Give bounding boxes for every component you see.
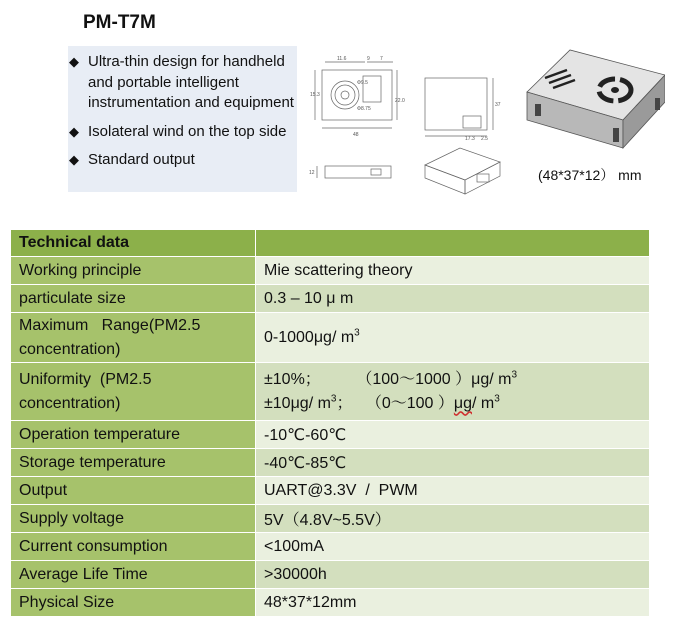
spec-key: Average Life Time: [11, 561, 256, 589]
feature-list: [68, 46, 297, 192]
spec-value: 0.3 – 10 μ m: [256, 285, 650, 313]
spec-value-text: ±10%； （100～1000 ）: [264, 370, 472, 388]
spec-key-line: concentration): [19, 394, 121, 412]
table-row: [11, 589, 650, 617]
spec-key: particulate size: [11, 285, 256, 313]
feature-text: Standard output: [88, 151, 195, 168]
spec-value: Mie scattering theory: [256, 257, 650, 285]
dim-label: Φ9.5: [357, 80, 368, 86]
isometric-drawing: [425, 148, 500, 194]
dim-label: 22.0: [395, 98, 405, 104]
spec-value: <100mA: [256, 533, 650, 561]
spec-value-text: 0-1000μg/ m: [264, 328, 355, 346]
spec-value-text: μg: [453, 394, 472, 412]
feature-item: [68, 52, 297, 114]
spec-value-line: [264, 368, 641, 392]
feature-item: [68, 150, 297, 171]
table-row: [11, 561, 650, 589]
spec-value: 5V（4.8V~5.5V）: [256, 505, 650, 533]
dim-label: Φ8.75: [357, 106, 371, 112]
spec-value: UART@3.3V / PWM: [256, 477, 650, 505]
dim-label: 12: [309, 170, 315, 176]
feature-item: [68, 122, 297, 143]
spec-value-text: ±10μg/ m: [264, 394, 331, 412]
dim-label: 2.5: [481, 136, 488, 142]
table-row: [11, 421, 650, 449]
diamond-bullet-icon: ◆: [69, 152, 79, 167]
dim-label: 17.3: [465, 136, 475, 142]
superscript: 3: [330, 393, 337, 405]
spec-key: Current consumption: [11, 533, 256, 561]
dim-label: 11.6: [337, 56, 347, 62]
spec-key: Storage temperature: [11, 449, 256, 477]
table-header-empty: [256, 230, 650, 257]
dimensions-caption: (48*37*12） mm: [538, 167, 642, 183]
spec-value-line: [264, 392, 641, 416]
spec-value-text: / m: [472, 394, 495, 412]
spec-key: [11, 363, 256, 421]
feature-text: Isolateral wind on the top side: [88, 122, 287, 140]
spec-key-line: concentration): [19, 340, 121, 358]
dim-label: 48: [353, 132, 359, 138]
dim-label: 7: [380, 56, 383, 62]
diamond-bullet-icon: ◆: [69, 54, 79, 69]
feature-text: Ultra-thin design for handheld and portable intelligent instrumentation and equipment: [88, 53, 294, 111]
spec-value: [256, 363, 650, 421]
spec-value: >30000h: [256, 561, 650, 589]
dim-label: 37: [495, 102, 501, 108]
spec-value: 48*37*12mm: [256, 589, 650, 617]
spec-value-text: ； （0～100 ）: [336, 394, 454, 412]
dim-label: 9: [367, 56, 370, 62]
spec-key: Operation temperature: [11, 421, 256, 449]
technical-drawings: [305, 40, 665, 215]
table-header-row: [11, 230, 650, 257]
spec-value-text: / m: [489, 370, 512, 388]
table-row: [11, 363, 650, 421]
spec-value-text: μg: [471, 370, 490, 388]
side-view-drawing: [425, 78, 493, 136]
spec-key-line: Uniformity (PM2.5: [19, 370, 152, 388]
table-row: [11, 285, 650, 313]
dim-label: 15.3: [310, 92, 320, 98]
superscript: 3: [494, 393, 500, 405]
spec-value: -40℃-85℃: [256, 449, 650, 477]
spec-key: [11, 313, 256, 363]
spec-key-line: Maximum Range(PM2.5: [19, 316, 201, 334]
table-row: [11, 313, 650, 363]
diamond-bullet-icon: ◆: [69, 123, 79, 139]
spec-key: Working principle: [11, 257, 256, 285]
table-header: Technical data: [11, 230, 256, 257]
product-title: PM-T7M: [83, 12, 156, 33]
front-view-drawing: [315, 62, 397, 128]
superscript: 3: [511, 369, 518, 381]
table-row: [11, 477, 650, 505]
technical-data-table: [10, 229, 650, 617]
table-row: [11, 505, 650, 533]
superscript: 3: [354, 327, 360, 339]
spec-key: Supply voltage: [11, 505, 256, 533]
table-row: [11, 257, 650, 285]
table-row: [11, 449, 650, 477]
sensor-illustration: [527, 50, 665, 148]
spec-key: Physical Size: [11, 589, 256, 617]
spec-key: Output: [11, 477, 256, 505]
table-row: [11, 533, 650, 561]
profile-view-drawing: [317, 166, 391, 178]
spec-value: [256, 313, 650, 363]
spec-value: -10℃-60℃: [256, 421, 650, 449]
